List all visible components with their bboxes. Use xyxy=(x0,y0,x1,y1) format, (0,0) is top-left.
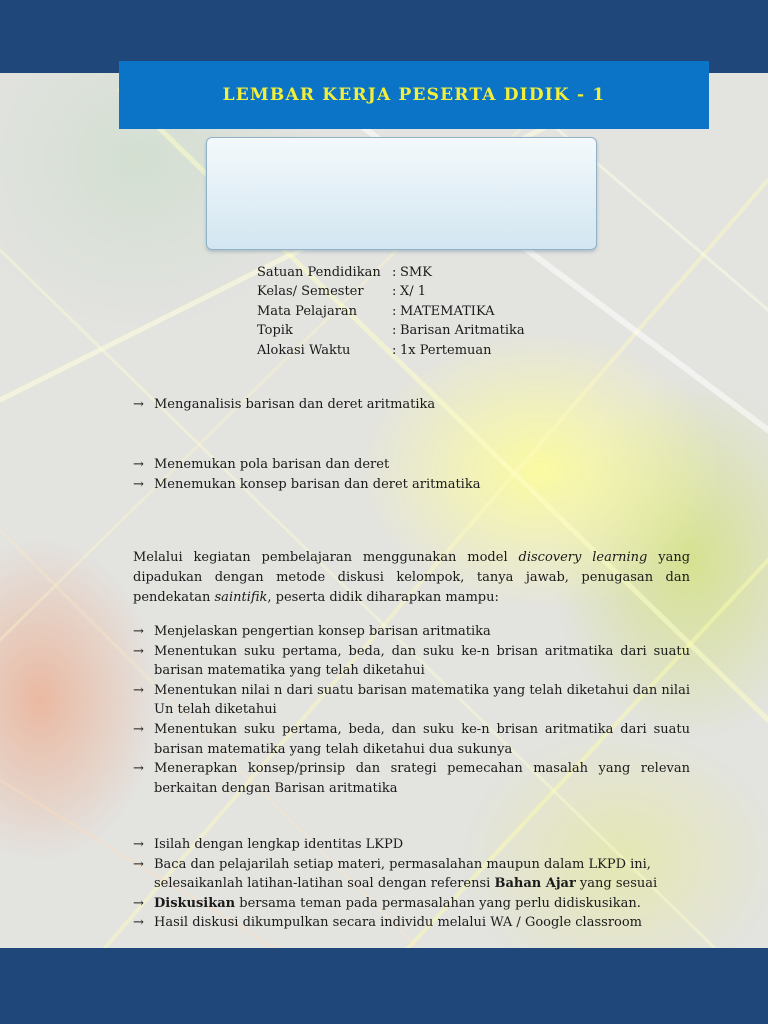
objective-intro-text: Melalui kegiatan pembelajaran menggunakan model xyxy=(133,550,519,565)
arrow-icon: → xyxy=(133,895,144,911)
objective-text: Menentukan nilai n dari suatu barisan matematika yang telah diketahui dan nilai Un telah diketahui xyxy=(154,682,690,718)
instruction-list xyxy=(133,835,690,933)
bahan-ajar-emphasis: Bahan Ajar xyxy=(494,876,576,892)
objective-intro-emphasis: saintifik xyxy=(214,590,268,605)
identity-label: Kelas/ Semester xyxy=(257,284,364,300)
identity-table xyxy=(257,263,525,360)
list-item xyxy=(133,855,690,894)
arrow-icon: → xyxy=(133,856,144,872)
list-item xyxy=(133,455,690,475)
arrow-icon: → xyxy=(133,624,144,639)
identity-colon: : xyxy=(392,265,397,280)
competency-list xyxy=(133,395,690,415)
identity-value: MATEMATIKA xyxy=(400,303,495,319)
identity-row xyxy=(257,282,525,301)
instruction-text: Isilah dengan lengkap identitas LKPD xyxy=(154,837,404,852)
bottom-band xyxy=(0,948,768,1024)
arrow-icon: → xyxy=(133,397,144,412)
arrow-icon: → xyxy=(133,457,144,472)
objective-intro-emphasis: discovery learning xyxy=(518,550,648,565)
objective-intro xyxy=(133,548,690,608)
identity-row xyxy=(257,263,525,282)
list-item xyxy=(133,913,690,933)
identity-value: SMK xyxy=(400,265,432,280)
list-item xyxy=(133,720,690,759)
arrow-icon: → xyxy=(133,915,144,931)
instruction-text: Baca dan pelajarilah setiap materi, permasalahan maupun dalam LKPD ini, xyxy=(154,856,651,872)
objective-text: Menerapkan konsep/prinsip dan srategi pemecahan masalah yang relevan berkaitan dengan Barisan aritmatika xyxy=(154,761,690,796)
objective-text: Menentukan suku pertama, beda, dan suku ke-n brisan aritmatika dari suatu barisan matematika yang telah diketahui dua sukunya xyxy=(154,721,690,757)
identity-colon: : xyxy=(392,342,397,358)
identity-colon: : xyxy=(392,303,397,319)
identity-colon: : xyxy=(392,284,397,300)
identity-row xyxy=(257,302,525,321)
instruction-text: bersama teman pada permasalahan yang perlu didiskusikan. xyxy=(235,895,641,911)
list-item xyxy=(133,475,690,495)
identity-value: Barisan Aritmatika xyxy=(400,323,525,339)
identity-row xyxy=(257,341,525,360)
list-item xyxy=(133,759,690,798)
list-item xyxy=(133,642,690,681)
list-item xyxy=(133,681,690,720)
indicator-text: Menemukan pola barisan dan deret xyxy=(154,457,390,472)
diskusikan-emphasis: Diskusikan xyxy=(154,895,236,911)
identity-label: Alokasi Waktu xyxy=(257,342,351,358)
arrow-icon: → xyxy=(133,721,144,737)
blank-info-box xyxy=(206,137,597,250)
identity-value: X/ 1 xyxy=(400,284,427,300)
arrow-icon: → xyxy=(133,761,144,777)
arrow-icon: → xyxy=(133,643,144,659)
arrow-icon: → xyxy=(133,476,144,492)
page-title: LEMBAR KERJA PESERTA DIDIK - 1 xyxy=(222,85,606,105)
identity-label: Mata Pelajaran xyxy=(257,303,358,319)
identity-label: Topik xyxy=(257,323,293,339)
arrow-icon: → xyxy=(133,682,144,698)
list-item xyxy=(133,835,690,855)
indicator-list xyxy=(133,455,690,494)
list-item xyxy=(133,622,690,642)
title-banner xyxy=(119,61,709,129)
identity-value: 1x Pertemuan xyxy=(400,342,492,358)
objective-text: Menjelaskan pengertian konsep barisan aritmatika xyxy=(154,624,491,639)
objective-list xyxy=(133,622,690,798)
identity-row xyxy=(257,321,525,340)
list-item xyxy=(133,894,690,914)
arrow-icon: → xyxy=(133,837,144,852)
objective-intro-text: , peserta didik diharapkan mampu: xyxy=(267,590,499,605)
competency-text: Menganalisis barisan dan deret aritmatika xyxy=(154,397,436,412)
instruction-text: yang sesuai xyxy=(575,876,658,892)
objective-text: Menentukan suku pertama, beda, dan suku ke-n brisan aritmatika dari suatu barisan matematika yang telah diketahui xyxy=(154,643,690,679)
identity-label: Satuan Pendidikan xyxy=(257,265,381,280)
list-item xyxy=(133,395,690,415)
instruction-text: Hasil diskusi dikumpulkan secara individu melalui WA / Google classroom xyxy=(154,915,643,931)
instruction-text: selesaikanlah latihan-latihan soal dengan referensi xyxy=(154,876,495,892)
objective-intro-text: yang dipadukan dengan metode diskusi kelompok, tanya jawab, penugasan dan pendekatan xyxy=(133,550,691,605)
identity-colon: : xyxy=(392,323,397,339)
indicator-text: Menemukan konsep barisan dan deret aritmatika xyxy=(154,476,481,492)
